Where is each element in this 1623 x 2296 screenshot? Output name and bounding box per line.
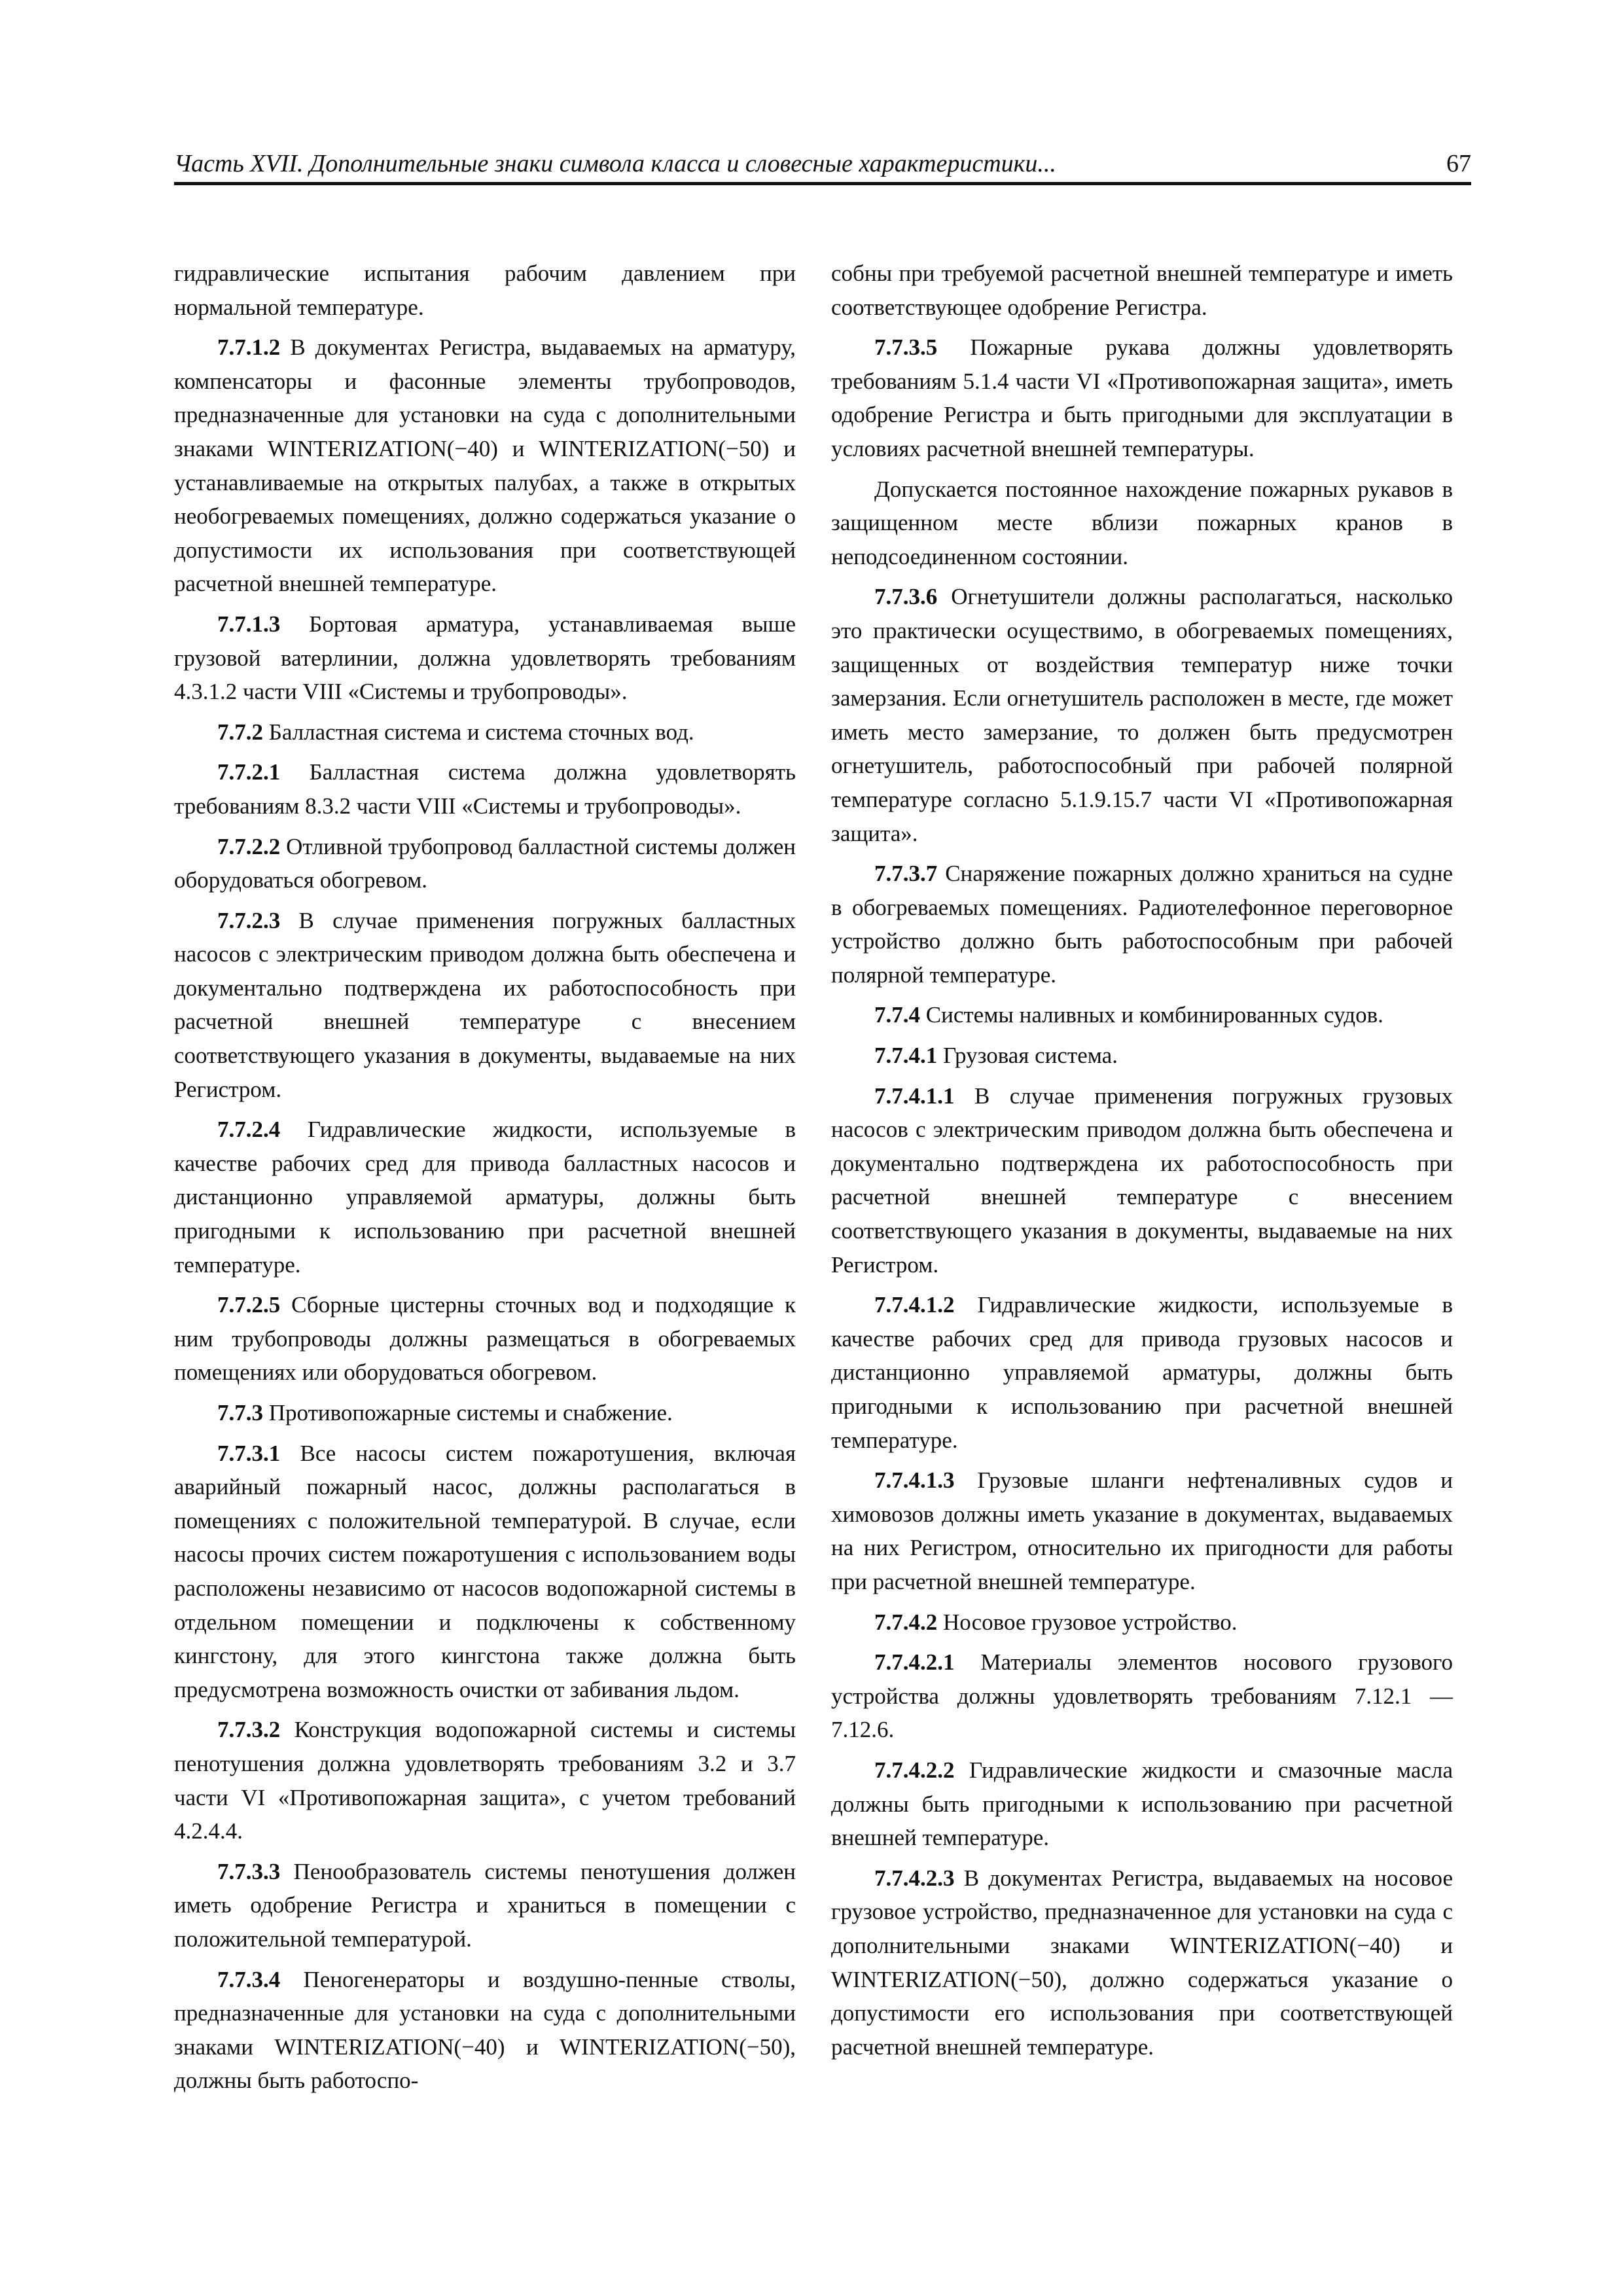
clause-number: 7.7.2 [217, 719, 263, 745]
clause-number: 7.7.4.1 [874, 1043, 938, 1069]
clause-number: 7.7.3.5 [874, 334, 938, 361]
paragraph [831, 580, 1453, 850]
paragraph [174, 1713, 796, 1848]
paragraph [174, 904, 796, 1107]
paragraph [174, 1113, 796, 1282]
clause-number: 7.7.4.2 [874, 1609, 938, 1635]
clause-number: 7.7.1.3 [217, 611, 281, 637]
paragraph-text: Бортовая арматура, устанавливаемая выше грузовой ватерлинии, должна удовлетворять требованиям 4.3.1.2 части VIII «Системы и трубопроводы». [174, 611, 796, 705]
clause-number: 7.7.4 [874, 1002, 920, 1028]
clause-number: 7.7.4.1.2 [874, 1292, 955, 1318]
paragraph [831, 1079, 1453, 1282]
running-title: Часть XVII. Дополнительные знаки символа класса и словесные характеристики... [174, 150, 1056, 177]
paragraph-text: Пожарные рукава должны удовлетворять требованиям 5.1.4 части VI «Противопожарная защита», иметь одобрение Регистра и быть пригодными для эксплуатации в условиях расчетной внешней температуры. [831, 334, 1453, 461]
paragraph [174, 1855, 796, 1956]
paragraph [831, 331, 1453, 465]
clause-number: 7.7.4.1.1 [874, 1083, 955, 1109]
clause-number: 7.7.2.3 [217, 907, 281, 933]
paragraph [174, 1396, 796, 1430]
paragraph [831, 1645, 1453, 1747]
paragraph [831, 1039, 1453, 1073]
paragraph [174, 1288, 796, 1390]
paragraph-text: Сборные цистерны сточных вод и подходящие к ним трубопроводы должны размещаться в обогреваемых помещениях или оборудоваться обогревом. [174, 1292, 796, 1386]
paragraph-text: Снаряжение пожарных должно храниться на судне в обогреваемых помещениях. Радиотелефонное переговорное устройство должно быть работоспособным при рабочей полярной температуре. [831, 861, 1453, 988]
paragraph-text: Противопожарные системы и снабжение. [263, 1400, 673, 1426]
paragraph [174, 257, 796, 324]
clause-number: 7.7.3.2 [217, 1717, 281, 1743]
clause-number: 7.7.4.2.1 [874, 1649, 955, 1676]
clause-number: 7.7.4.2.2 [874, 1757, 955, 1783]
paragraph [831, 1463, 1453, 1598]
paragraph-text: В случае применения погружных балластных насосов с электрическим приводом должна быть обеспечена и документально подтверждена их работоспособность при расчетной внешней температуре с внесением соответствующего указания в документы, выдаваемые на них Регистром. [174, 907, 796, 1102]
paragraph-text: Отливной трубопровод балластной системы должен оборудоваться обогревом. [174, 833, 796, 893]
clause-number: 7.7.2.1 [217, 759, 281, 785]
paragraph [174, 331, 796, 601]
page-header [174, 143, 1471, 185]
paragraph-text: Гидравлические жидкости, используемые в качестве рабочих сред для привода балластных насосов и дистанционно управляемой арматуры, должны быть пригодными к использованию при расчетной внешней температуре. [174, 1117, 796, 1278]
paragraph-text: Конструкция водопожарной системы и системы пенотушения должна удовлетворять требованиям 3.2 и 3.7 части VI «Противопожарная защита», с учетом требований 4.2.4.4. [174, 1717, 796, 1844]
paragraph-text: Все насосы систем пожаротушения, включая аварийный пожарный насос, должны располагаться в помещениях с положительной температурой. В случае, если насосы прочих систем пожаротушения с использованием воды расположены независимо от насосов водопожарной системы в отдельном помещении и подключены к собственному кингстону, для этого кингстона также должна быть предусмотрена возможность очистки от забивания льдом. [174, 1440, 796, 1702]
right-column [831, 257, 1453, 2070]
paragraph-text: Материалы элементов носового грузового устройства должны удовлетворять требованиям 7.12.1 — 7.12.6. [831, 1649, 1453, 1743]
clause-number: 7.7.2.5 [217, 1292, 281, 1318]
paragraph [831, 998, 1453, 1032]
clause-number: 7.7.3.4 [217, 1966, 281, 1992]
paragraph-text: гидравлические испытания рабочим давлением при нормальной температуре. [174, 260, 796, 320]
clause-number: 7.7.3.7 [874, 861, 938, 887]
paragraph-text: Гидравлические жидкости и смазочные масла должны быть пригодными к использованию при расчетной внешней температуре. [831, 1757, 1453, 1851]
paragraph-text: Балластная система и система сточных вод. [263, 719, 694, 745]
paragraph-text: Допускается постоянное нахождение пожарных рукавов в защищенном месте вблизи пожарных кранов в неподсоединенном состоянии. [831, 476, 1453, 569]
clause-number: 7.7.2.4 [217, 1117, 281, 1143]
page-number: 67 [1446, 150, 1471, 177]
paragraph-text: В документах Регистра, выдаваемых на арматуру, компенсаторы и фасонные элементы трубопроводов, предназначенные для установки на суда с дополнительными знаками WINTERIZATION(−40) и WINTERIZATION(−50) и устанавливаемые на открытых палубах, а также в открытых необогреваемых помещениях, должно содержаться указание о допустимости их использования при соответствующей расчетной внешней температуре. [174, 334, 796, 597]
clause-number: 7.7.3 [217, 1400, 263, 1426]
clause-number: 7.7.3.1 [217, 1440, 281, 1466]
clause-number: 7.7.1.2 [217, 334, 281, 361]
paragraph [831, 1605, 1453, 1640]
paragraph-text: Огнетушители должны располагаться, насколько это практически осуществимо, в обогреваемых помещениях, защищенных от воздействия температур ниже точки замерзания. Если огнетушитель расположен в месте, где может иметь место замерзание, то должен быть предусмотрен огнетушитель, работоспособный при рабочей полярной температуре согласно 5.1.9.15.7 части VI «Противопожарная защита». [831, 584, 1453, 846]
paragraph-text: Грузовая система. [937, 1043, 1118, 1069]
paragraph [174, 715, 796, 749]
paragraph [831, 1753, 1453, 1855]
clause-number: 7.7.2.2 [217, 833, 281, 859]
paragraph [174, 755, 796, 823]
paragraph-text: собны при требуемой расчетной внешней температуре и иметь соответствующее одобрение Регистра. [831, 260, 1453, 320]
clause-number: 7.7.4.2.3 [874, 1865, 955, 1891]
paragraph-text: Балластная система должна удовлетворять требованиям 8.3.2 части VIII «Системы и трубопроводы». [174, 759, 796, 819]
paragraph-text: Гидравлические жидкости, используемые в качестве рабочих сред для привода грузовых насосов и дистанционно управляемой арматуры, должны быть пригодными к использованию при расчетной внешней температуре. [831, 1292, 1453, 1453]
paragraph [174, 1437, 796, 1707]
paragraph-text: Носовое грузовое устройство. [937, 1609, 1238, 1635]
paragraph [831, 257, 1453, 324]
paragraph-text: В случае применения погружных грузовых насосов с электрическим приводом должна быть обеспечена и документально подтверждена их работоспособность при расчетной внешней температуре с внесением соответствующего указания в документы, выдаваемые на них Регистром. [831, 1083, 1453, 1278]
left-column [174, 257, 796, 2104]
paragraph [174, 830, 796, 897]
paragraph-text: В документах Регистра, выдаваемых на носовое грузовое устройство, предназначенное для установки на суда с дополнительными знаками WINTERIZATION(−40) и WINTERIZATION(−50), должно содержаться указание о допустимости его использования при соответствующей расчетной внешней температуре. [831, 1865, 1453, 2060]
clause-number: 7.7.4.1.3 [874, 1467, 955, 1494]
clause-number: 7.7.3.6 [874, 584, 938, 610]
paragraph [174, 607, 796, 709]
paragraph [831, 1288, 1453, 1457]
paragraph-text: Системы наливных и комбинированных судов. [920, 1002, 1383, 1028]
paragraph [831, 473, 1453, 574]
paragraph [831, 857, 1453, 992]
paragraph [174, 1963, 796, 2098]
paragraph [831, 1861, 1453, 2064]
paragraph-text: Грузовые шланги нефтеналивных судов и химовозов должны иметь указание в документах, выдаваемых на них Регистром, относительно их пригодности для работы при расчетной внешней температуре. [831, 1467, 1453, 1594]
clause-number: 7.7.3.3 [217, 1858, 281, 1884]
paragraph-text: Пенообразователь системы пенотушения должен иметь одобрение Регистра и храниться в помещении с положительной температурой. [174, 1858, 796, 1952]
paragraph-text: Пеногенераторы и воздушно-пенные стволы, предназначенные для установки на суда с дополнительными знаками WINTERIZATION(−40) и WINTERIZATION(−50), должны быть работоспо- [174, 1966, 796, 2094]
